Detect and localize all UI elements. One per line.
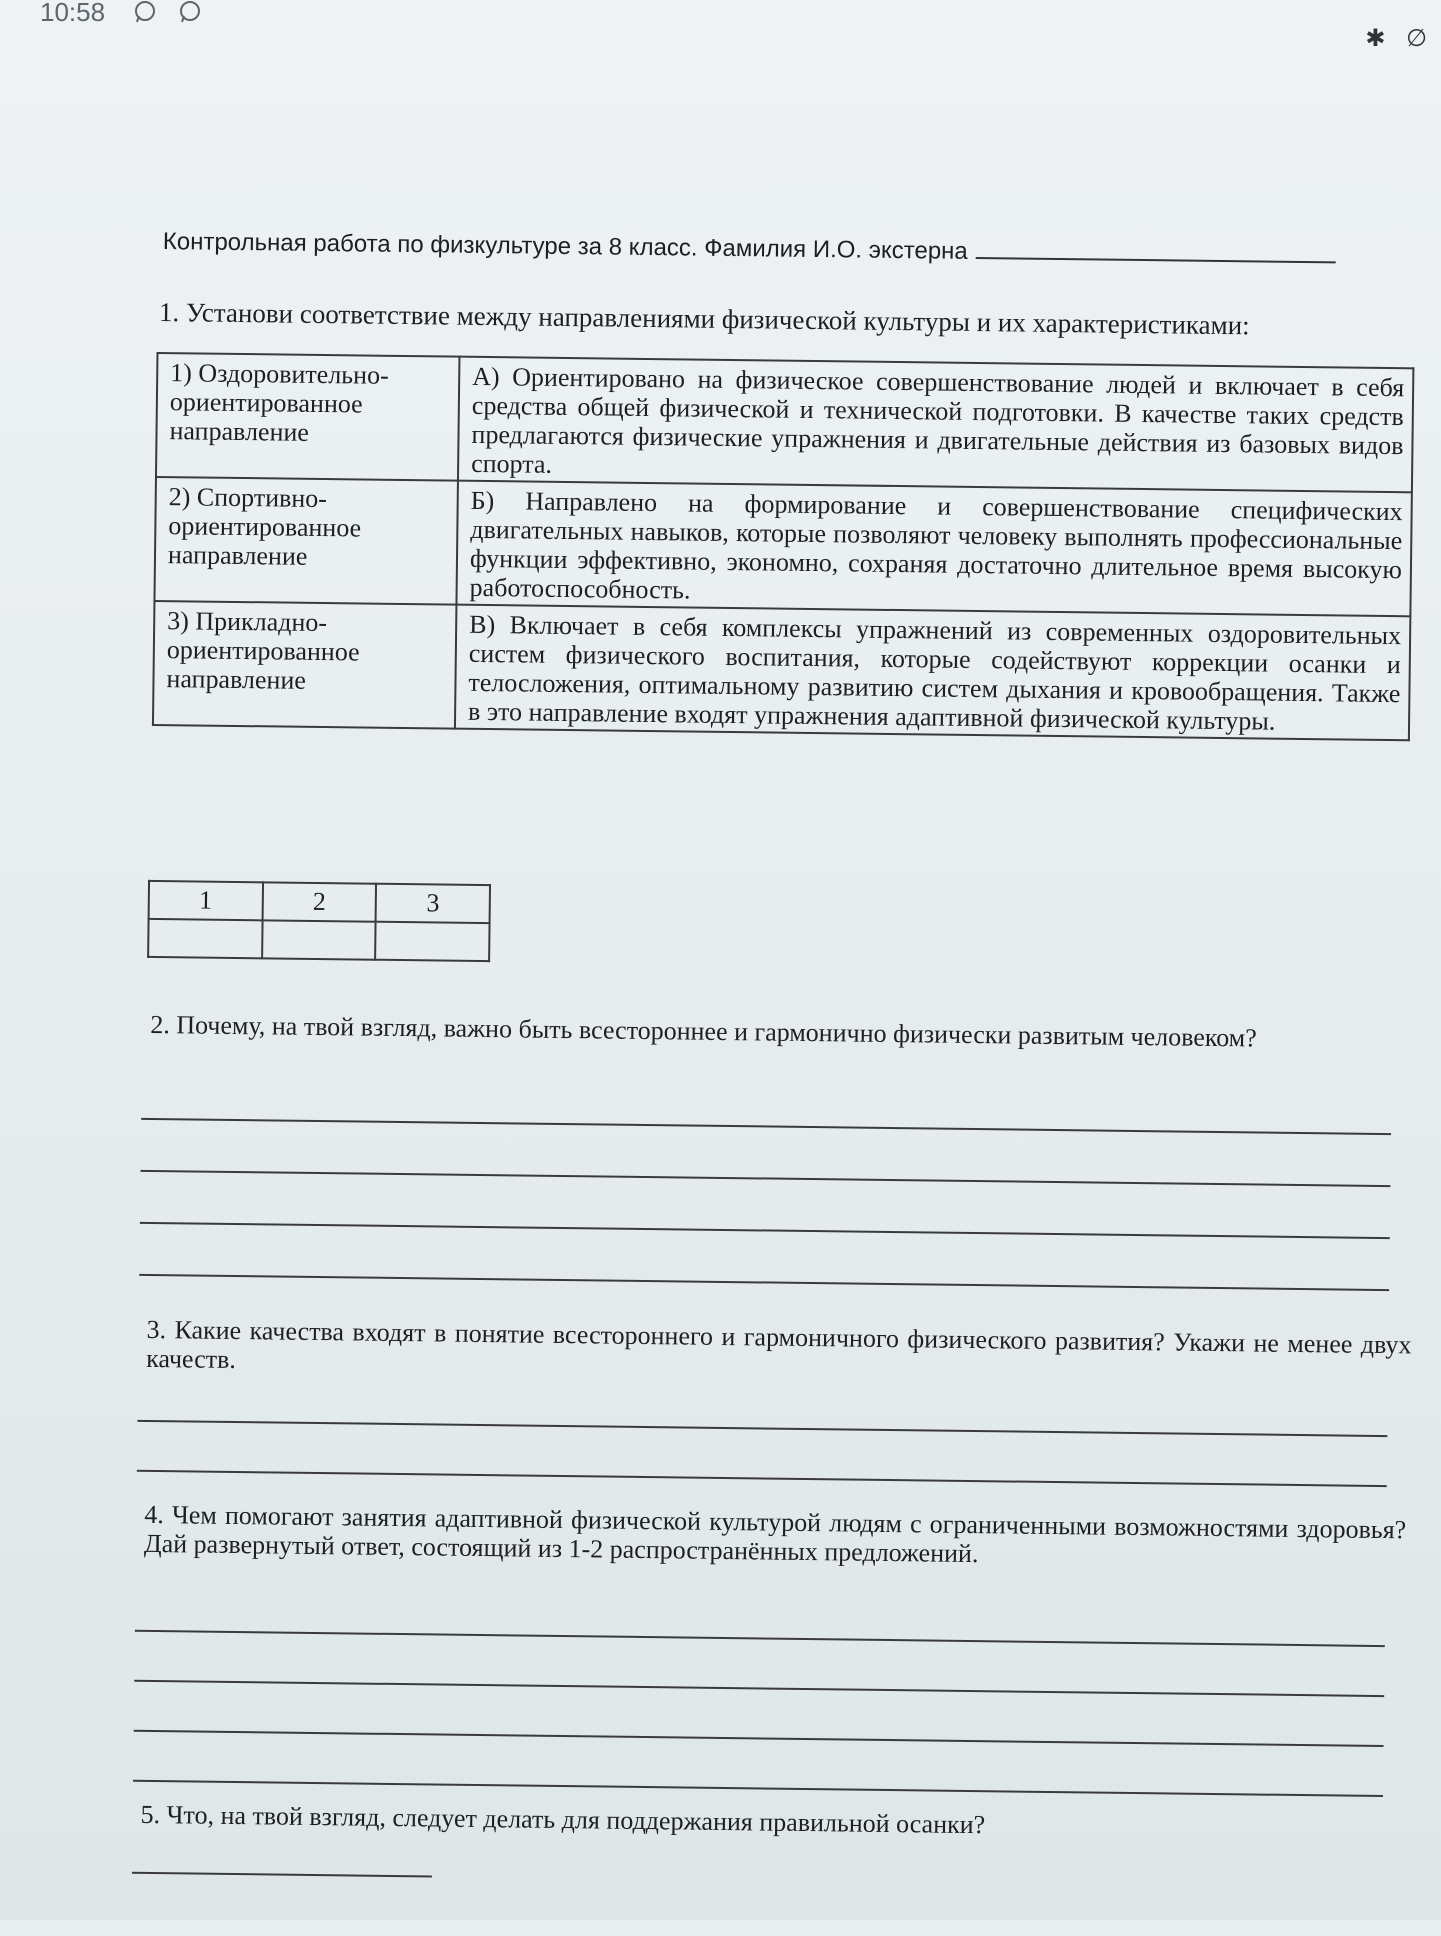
question-2: 2. Почему, на твой взгляд, важно быть всестороннее и гармонично физически развитым человеком? <box>150 1009 1257 1053</box>
question-1: 1. Установи соответствие между направлениями физической культуры и их характеристиками: <box>158 296 1250 341</box>
name-blank-line <box>976 239 1336 263</box>
answer-line[interactable] <box>140 1222 1390 1239</box>
answer-line[interactable] <box>137 1470 1387 1487</box>
answer-cell[interactable] <box>375 922 489 961</box>
answer-cell[interactable] <box>262 920 376 959</box>
answer-line[interactable] <box>133 1780 1383 1797</box>
matching-table <box>152 352 1414 741</box>
mute-icon: ∅ <box>1406 25 1427 52</box>
direction-cell: 2) Спортивно-ориентированное направление <box>154 477 457 605</box>
answer-line[interactable] <box>134 1680 1384 1697</box>
answer-line[interactable] <box>139 1274 1389 1291</box>
characteristic-cell: Б) Направлено на формирование и совершенствование специфических двигательных навыков, которые позволяют человеку выполнять профессиональные функции эффективно, экономно, сохраняя достаточно длительное время высокую работоспособность. <box>456 481 1411 617</box>
bluetooth-icon: ✱ <box>1365 25 1386 52</box>
answer-header-row <box>149 881 490 923</box>
answer-input-row <box>148 919 489 961</box>
question-4: 4. Чем помогают занятия адаптивной физической культурой людям с ограниченными возможностями здоровья? Дай развернутый ответ, состоящий из 1-2 распространённых предложений. <box>143 1499 1407 1569</box>
answer-header: 3 <box>376 884 490 923</box>
answer-line[interactable] <box>141 1118 1391 1135</box>
direction-cell: 3) Прикладно-ориентированное направление <box>153 601 456 729</box>
answer-line[interactable] <box>134 1730 1384 1747</box>
answer-line[interactable] <box>140 1170 1390 1187</box>
table-row <box>154 477 1411 616</box>
answer-table <box>147 880 491 962</box>
characteristic-cell: В) Включает в себя комплексы упражнений из современных оздоровительных систем физического воспитания, которые содействуют коррекции осанки и телосложения, оптимальному развитию систем дыхания и кровообращения. Также в это направление входят упражнения адаптивной физической культуры. <box>455 605 1410 741</box>
question-5: 5. Что, на твой взгляд, следует делать для поддержания правильной осанки? <box>140 1799 986 1840</box>
answer-header: 1 <box>149 881 263 920</box>
answer-header: 2 <box>262 882 376 921</box>
question-3: 3. Какие качества входят в понятие всестороннего и гармоничного физического развития? Укажи не менее двух качеств. <box>146 1314 1412 1375</box>
document-title <box>163 228 1408 271</box>
characteristic-cell: А) Ориентировано на физическое совершенствование людей и включает в себя средства общей физической и технической подготовки. В качестве таких средств предлагаются физические упражнения и двигательные действия из базовых видов спорта. <box>458 357 1413 493</box>
answer-line[interactable] <box>137 1420 1387 1437</box>
table-row <box>153 601 1410 740</box>
answer-line[interactable] <box>135 1630 1385 1647</box>
table-row <box>156 353 1413 492</box>
document-title-text: Контрольная работа по физкультуре за 8 класс. Фамилия И.О. экстерна <box>162 228 968 265</box>
answer-line[interactable] <box>132 1872 432 1878</box>
answer-cell[interactable] <box>148 919 262 958</box>
direction-cell: 1) Оздоровительно-ориентированное направление <box>156 353 459 481</box>
status-time: 10:58 <box>40 0 106 27</box>
